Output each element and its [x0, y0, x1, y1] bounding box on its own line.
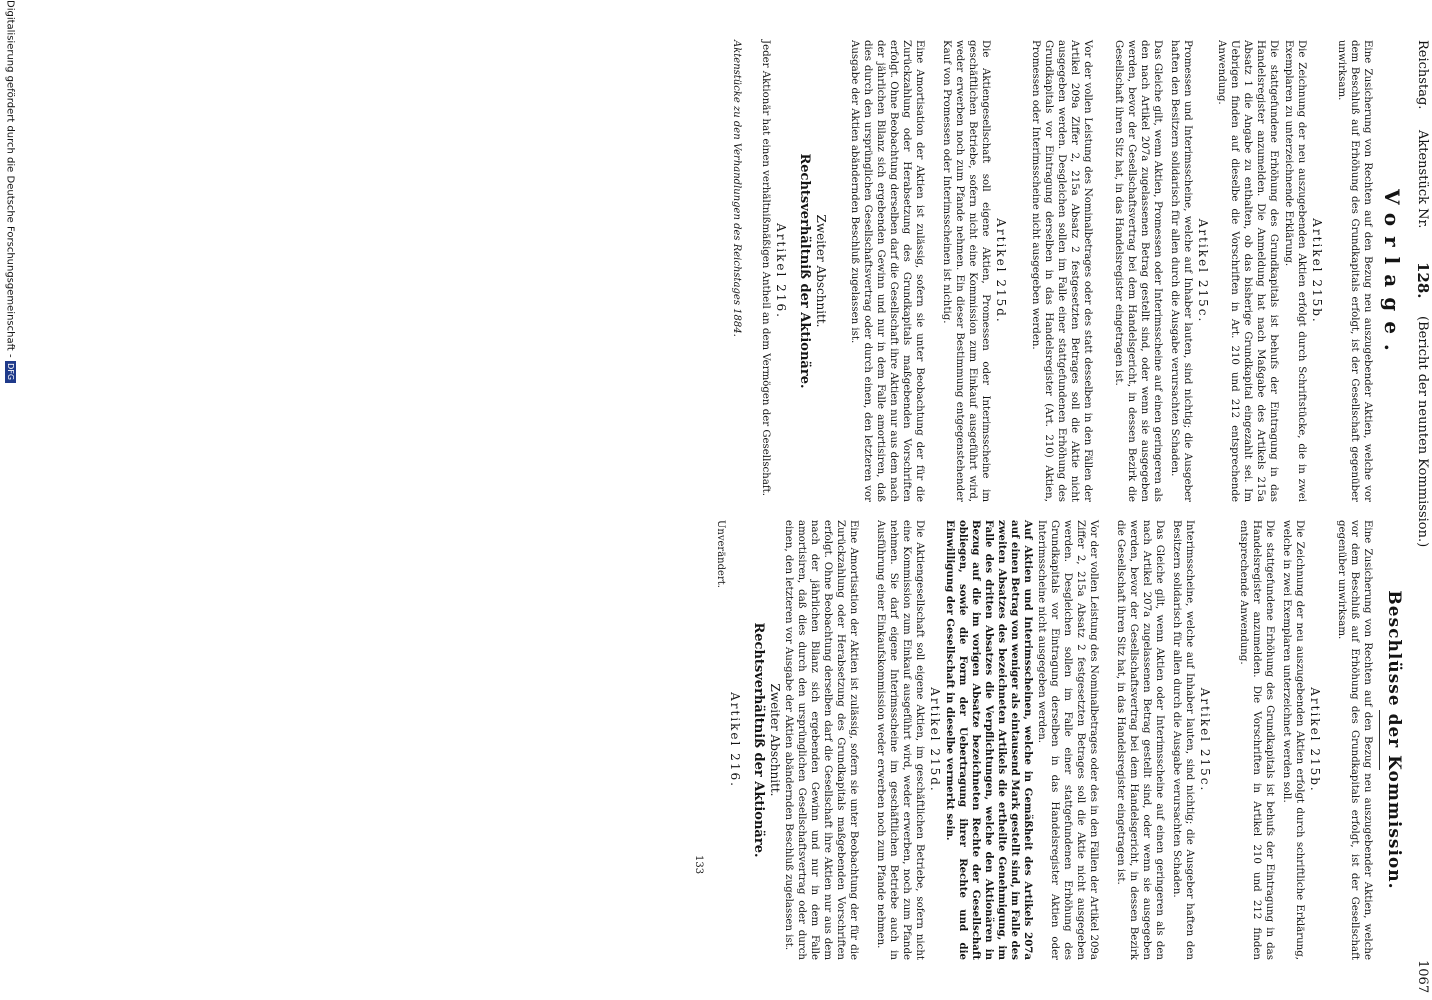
left-footnote: Aktenstücke zu den Verhandlungen des Reichstages 1884.: [731, 40, 742, 337]
left-art-215d-title: Artikel 215d.: [994, 218, 1008, 324]
right-intro: Eine Zusicherung von Rechten auf den Bezug neu auszugebender Aktien, welche vor dem Beschluß auf Erhöhung des Grundkapitals erfolgt, ist der Gesellschaft gegenüber unwirksam.: [1336, 520, 1373, 960]
left-art-215c-p3: Vor der vollen Leistung des Nominalbetrages oder des statt desselben in den Fällen der Artikel 209a Ziffer 2, 215a Absatz 2 festgesetzten Betrages soll die Aktie nicht ausgegeben werden. Desgleichen sollen im Falle einer stattgefundenen Erhöhung des Grundkapitals vor Eintragung derselben in das Handelsregister (Art. 210) Aktien, Promessen oder Interimsscheine nicht ausgegeben werden.: [1030, 40, 1093, 502]
digitization-footer: [5, 0, 17, 383]
left-art-215d-p1: Die Aktiengesellschaft soll eigene Aktien, Promessen oder Interimsscheine im geschäftlichen Betriebe, sofern nicht eine Kommission zum Einkauf ausgeführt wird, weder erwerben noch zum Pfande nehmen. Ein dieser Bestimmung entgegenstehender Kauf von Promessen oder Interimsscheinen ist nichtig.: [941, 40, 991, 502]
left-title: Vorlage.: [1380, 189, 1404, 361]
left-section-title: Zweiter Abschnitt.: [814, 214, 828, 328]
page-header: [1410, 0, 1432, 1000]
right-art-215c-title: Artikel 215c.: [1198, 687, 1212, 793]
right-unchanged: Unverändert.: [715, 520, 726, 588]
right-art-215c-p1: Interimsscheine, welche auf Inhaber lauten, sind nichtig; die Ausgeber haften den Besitzern solidarisch für allen durch die Ausgabe verursachten Schaden.: [1171, 520, 1195, 960]
left-intro: Eine Zusicherung von Rechten auf den Bezug neu auszugebender Aktien, welche vor dem Beschluß auf Erhöhung des Grundkapitals erfolgt, ist der Gesellschaft gegenüber unwirksam.: [1336, 40, 1373, 502]
left-art-215b-title: Artikel 215b.: [1310, 218, 1324, 324]
right-art-215b-p1: Die Zeichnung der neu auszugebenden Aktien erfolgt durch schriftliche Erklärung, welche in zwei Exemplaren unterzeichnet werden soll.: [1281, 520, 1305, 960]
right-art-216-title: Artikel 216.: [728, 692, 742, 788]
left-section-subtitle: Rechtsverhältniß der Aktionäre.: [797, 153, 812, 389]
page-number: 133: [693, 855, 704, 875]
left-art-215b-p1: Die Zeichnung der neu auszugebenden Aktien erfolgt durch Schriftstücke, die in zwei Exemplaren zu unterzeichnende Erklärung.: [1283, 40, 1307, 502]
right-title: Beschlüsse der Kommission.: [1384, 590, 1404, 890]
dfg-logo-icon: DFG: [5, 361, 16, 383]
right-art-215c-p3: Vor der vollen Leistung des Nominalbetrages oder des in den Fällen der Artikel 209a Ziffer 2, 215a Absatz 2 festgesetzten Betrages soll die Aktie nicht ausgegeben werden. Desgleichen sollen im Falle einer stattgefundenen Erhöhung des Grundkapitals vor Eintragung derselben in das Handelsregister Aktien oder Interimsscheine nicht ausgegeben werden.: [1036, 520, 1099, 960]
left-art-215c-p2: Das Gleiche gilt, wenn Aktien, Promessen oder Interimsscheine auf einen geringeren als den nach Artikel 207a zugelassenen Betrag gestellt sind, oder wenn sie ausgegeben werden, bevor der Gesellschaftsvertrag bei dem Handelsgericht, in dessen Bezirk die Gesellschaft ihren Sitz hat, in das Handelsregister eingetragen ist.: [1113, 40, 1163, 502]
footer-text: Digitalisierung gefördert durch die Deutsche Forschungsgemeinschaft -: [4, 0, 16, 358]
header-page-number: 1067: [1415, 960, 1430, 994]
left-art-215d-p2: Eine Amortisation der Aktien ist zulässig, sofern sie unter Beobachtung der für die Zurückzahlung oder Herabsetzung des Grundkapitals maßgebenden Vorschriften erfolgt. Ohne Beobachtung derselben darf die Gesellschaft ihre Aktien nur aus dem nach der jährlichen Bilanz sich ergebenden Gewinn und nur in dem Falle amortisiren, daß dies durch den ursprünglichen Gesellschaftsvertrag oder durch einen, den letzteren vor Ausgabe der Aktien abändernden Beschluß zugelassen ist.: [849, 40, 925, 502]
left-art-215b-p2: Die stattgefundene Erhöhung des Grundkapitals ist behufs der Eintragung in das Handelsregister anzumelden. Die Anmeldung hat nach Maßgabe des Artikels 215a Absatz 1 die Angabe zu enthalten, ob das bisherige Grundkapital eingezahlt sei. Im Uebrigen finden auf dieselbe die Vorschriften in Art. 210 und 212 entsprechende Anwendung.: [1216, 40, 1279, 502]
header-context: (Bericht der neunten Kommission.): [1415, 316, 1430, 548]
right-art-215d-title: Artikel 215d.: [928, 687, 942, 793]
header-aktenstueck: Aktenstück Nr.: [1415, 130, 1430, 229]
right-section-title: Zweiter Abschnitt.: [768, 683, 782, 797]
right-art-215d-p2: Eine Amortisation der Aktien ist zulässig, sofern sie unter Beobachtung der für die Zurückzahlung oder Herabsetzung des Grundkapitals maßgebenden Vorschriften erfolgt. Ohne Beobachtung derselben darf die Gesellschaft ihre Aktien nur aus dem nach der jährlichen Bilanz sich ergebenden Gewinn und nur in dem Falle amortisiren, daß dies durch den ursprünglichen Gesellschaftsvertrag oder durch einen, den letzteren vor Ausgabe der Aktien abändernden Beschluß zugelassen ist.: [783, 520, 859, 960]
left-art-215c-p1: Promessen und Interimsscheine, welche auf Inhaber lauten, sind nichtig; die Ausgeber haften den Besitzern solidarisch für allen durch die Ausgabe verursachten Schaden.: [1169, 40, 1193, 502]
right-art-215b-title: Artikel 215b.: [1308, 687, 1322, 793]
left-art-216-title: Artikel 216.: [774, 223, 788, 319]
header-left: Reichstag.: [1415, 40, 1430, 110]
left-art-215c-title: Artikel 215c.: [1196, 218, 1210, 324]
right-art-215c-p2: Das Gleiche gilt, wenn Aktien oder Interimsscheine auf einen geringeren als den nach Artikel 207a zugelassenen Betrag gestellt sind, oder wenn sie ausgegeben werden, bevor der Gesellschaftsvertrag bei dem Handelsgericht, in dessen Bezirk die Gesellschaft ihren Sitz hat, in das Handelsregister eingetragen ist.: [1115, 520, 1165, 960]
title-rule: [1379, 710, 1380, 770]
right-art-215c-p4: Auf Aktien und Interimsscheinen, welche in Gemäßheit des Artikels 207a auf einen Betrag von weniger als eintausend Mark gestellt sind, im Falle des zweiten Absatzes des bezeichneten Artikels die ertheilte Genehmigung, im Falle des dritten Absatzes die Verpflichtungen, welche den Aktionären in Bezug auf die im vorigen Absatze bezeichneten Rechte der Gesellschaft obliegen, sowie die Form der Uebertragung ihrer Rechte und die Einwilligung der Gesellschaft in dieselbe vermerkt sein.: [944, 520, 1034, 960]
right-art-215d-p1: Die Aktiengesellschaft soll eigene Aktien, im geschäftlichen Betriebe, sofern nicht eine Kommission zum Einkauf ausgeführt wird, weder erwerben, noch zum Pfande nehmen. Sie darf eigene Interimsscheine im geschäftlichen Betriebe auch in Ausführung einer Einkaufskommission weder erwerben noch zum Pfande nehmen.: [875, 520, 925, 960]
right-section-subtitle: Rechtsverhältniß der Aktionäre.: [751, 622, 766, 858]
left-art-216-p1: Jeder Aktionär hat einen verhältnißmäßigen Antheil an dem Vermögen der Gesellschaft.: [760, 40, 771, 496]
header-number: 128.: [1414, 262, 1432, 299]
right-art-215b-p2: Die stattgefundene Erhöhung des Grundkapitals ist behufs der Eintragung in das Handelsregister anzumelden. Die Vorschriften in Artikel 210 und 212 finden entsprechende Anwendung.: [1238, 520, 1275, 960]
